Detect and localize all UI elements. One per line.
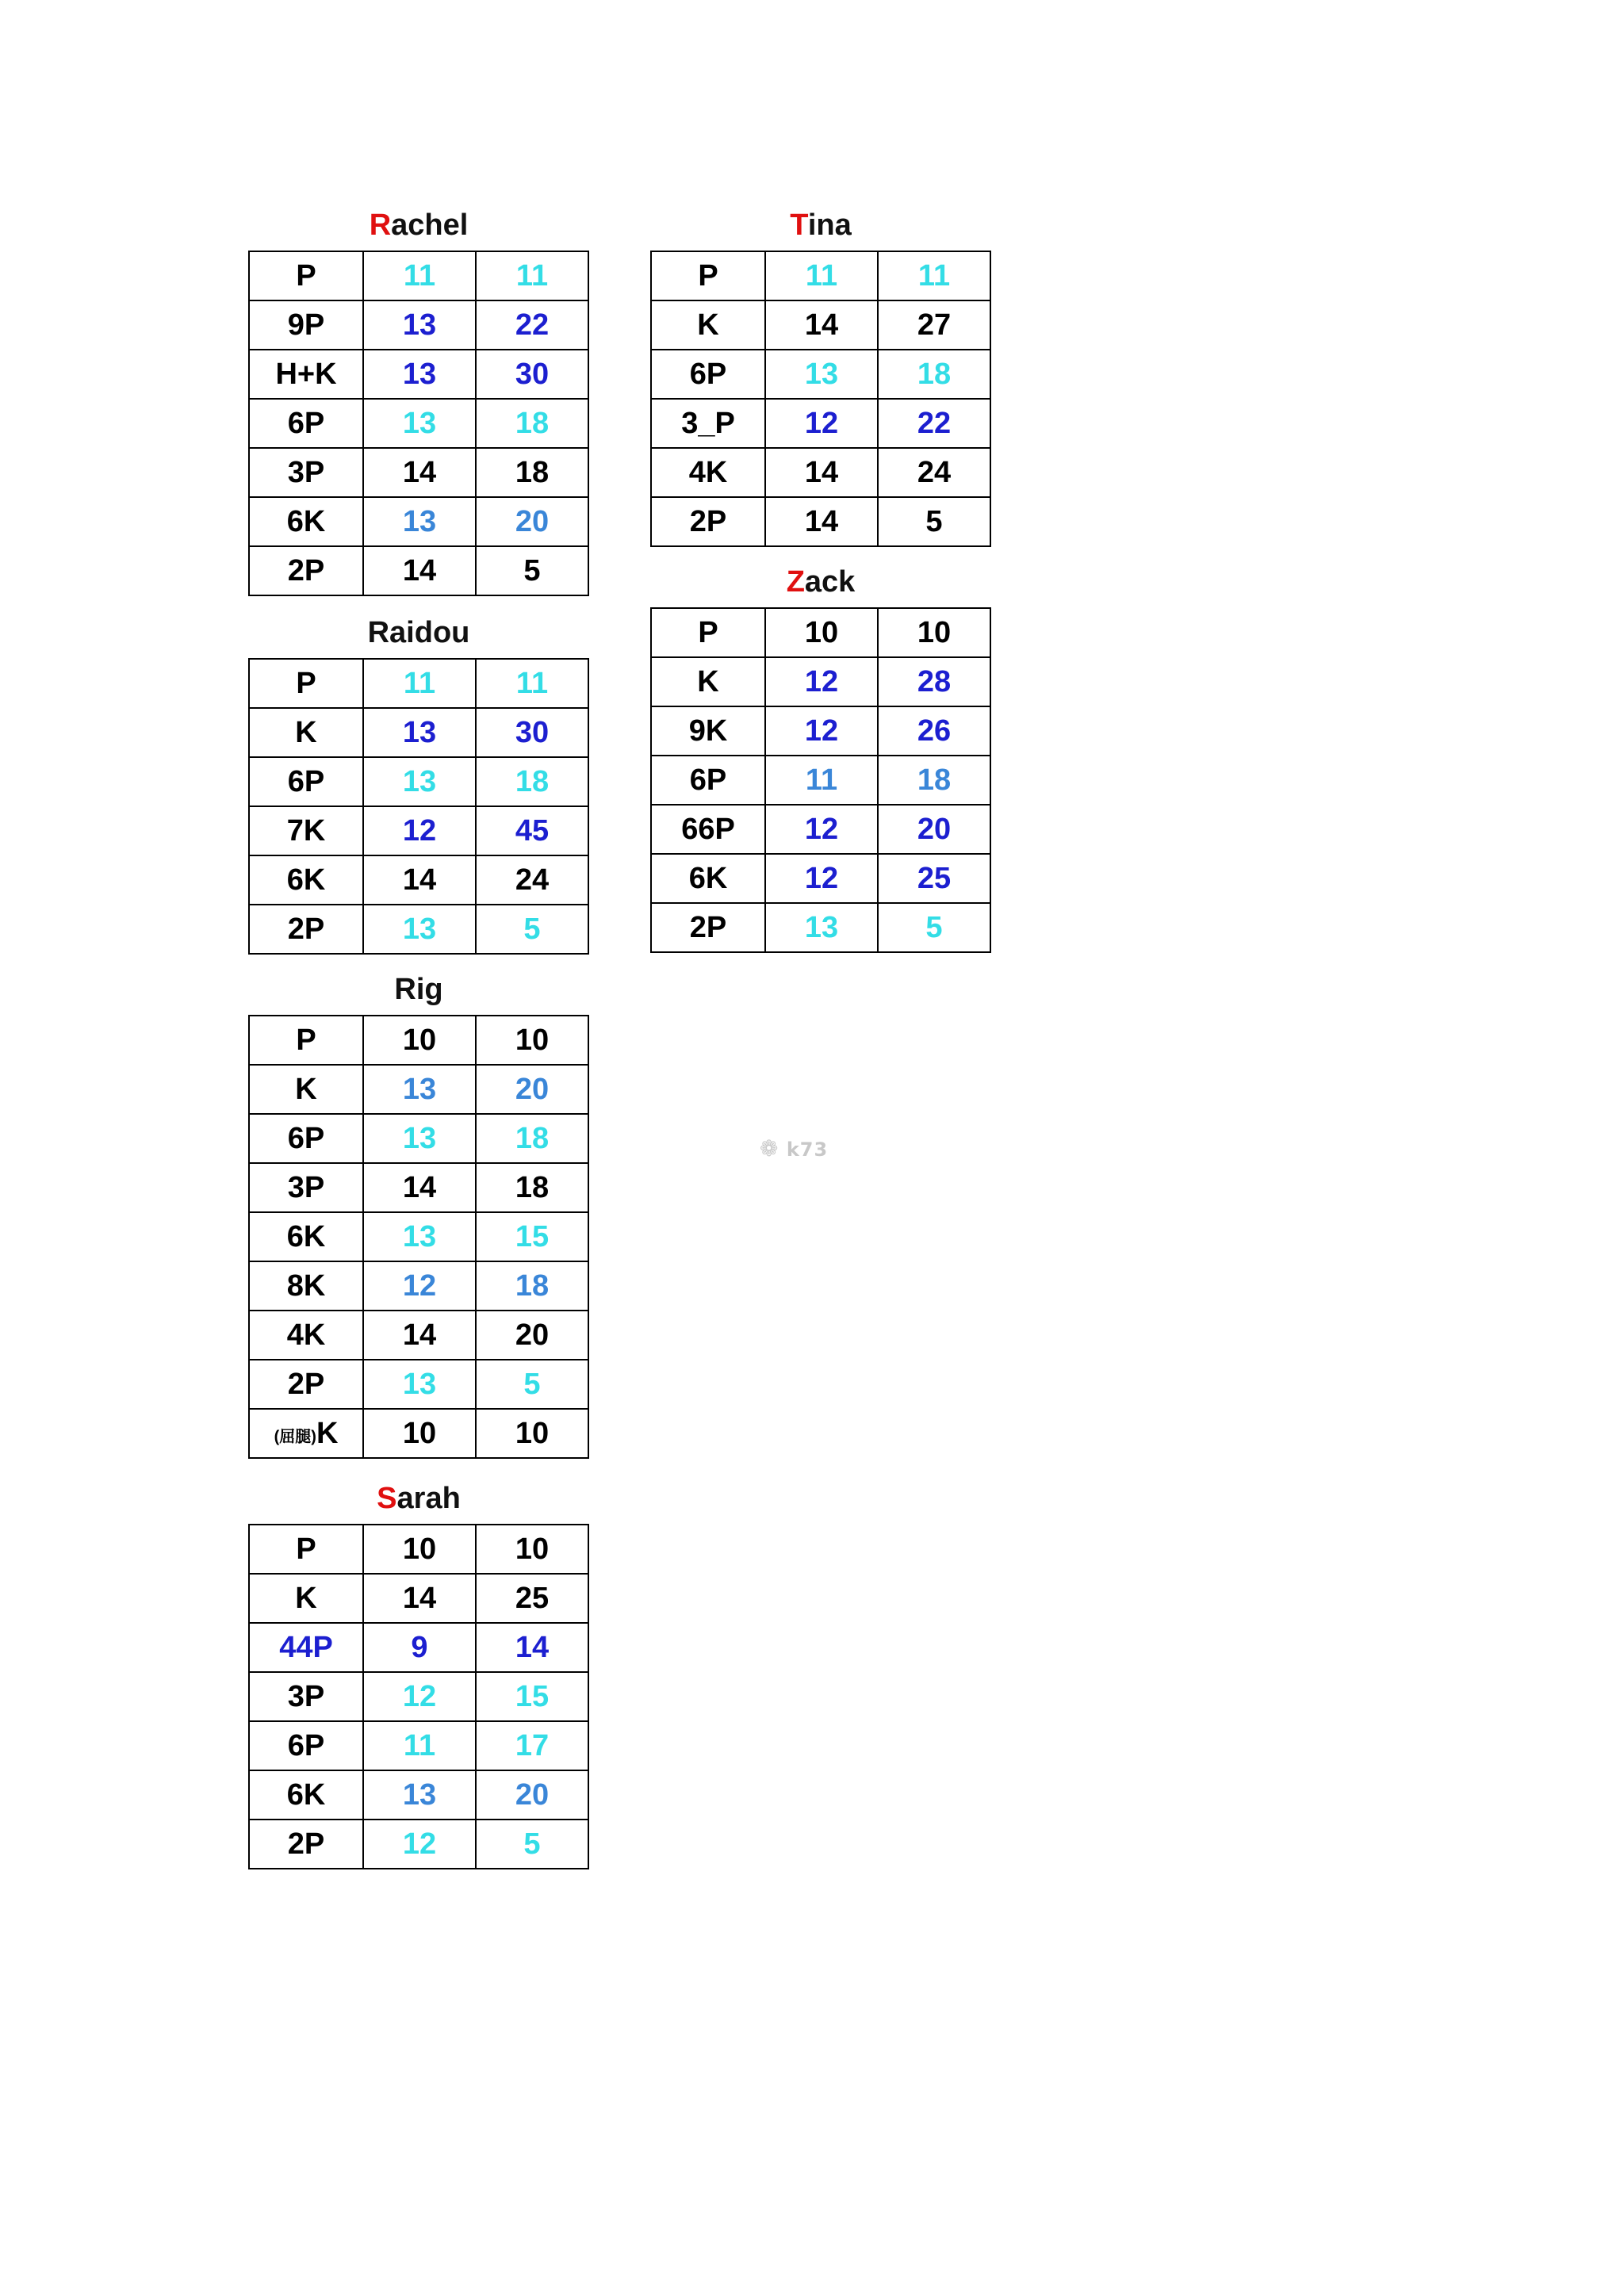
frame-table-raidou xyxy=(248,658,589,955)
move-cell xyxy=(249,1525,363,1574)
table-row xyxy=(249,1163,588,1212)
move-cell xyxy=(249,497,363,546)
table-block-zack xyxy=(650,557,991,953)
move-note: (屈腿) xyxy=(274,1427,316,1445)
value-cell-1: 11 xyxy=(765,756,878,805)
move-label: 4K xyxy=(286,1318,326,1352)
table-row xyxy=(651,657,990,706)
value-cell-1: 14 xyxy=(363,1574,476,1623)
move-label: 2P xyxy=(689,504,727,538)
move-label: 4K xyxy=(688,455,728,489)
value-cell-2: 45 xyxy=(476,806,588,855)
table-row xyxy=(651,706,990,756)
title-initial: T xyxy=(790,209,808,242)
table-row xyxy=(249,855,588,905)
move-cell xyxy=(249,1360,363,1409)
frame-table-zack xyxy=(650,607,991,953)
table-row xyxy=(651,350,990,399)
move-cell xyxy=(249,1212,363,1261)
value-cell-1: 12 xyxy=(765,399,878,448)
value-cell-2: 10 xyxy=(476,1525,588,1574)
value-cell-1: 10 xyxy=(363,1525,476,1574)
move-label: 44P xyxy=(279,1630,333,1664)
value-cell-2: 18 xyxy=(476,1261,588,1311)
value-cell-1: 12 xyxy=(765,657,878,706)
value-cell-1: 12 xyxy=(765,805,878,854)
value-cell-2: 10 xyxy=(476,1409,588,1458)
value-cell-2: 11 xyxy=(476,659,588,708)
table-block-rig xyxy=(248,964,589,1459)
value-cell-2: 20 xyxy=(878,805,990,854)
value-cell-2: 24 xyxy=(878,448,990,497)
move-label: K xyxy=(295,1581,317,1615)
character-title-rig xyxy=(248,964,589,1015)
value-cell-2: 18 xyxy=(476,448,588,497)
value-cell-2: 15 xyxy=(476,1672,588,1721)
title-rest: Rig xyxy=(394,973,443,1006)
move-cell xyxy=(651,657,765,706)
table-row xyxy=(651,903,990,952)
move-cell xyxy=(249,1721,363,1770)
table-row xyxy=(651,399,990,448)
value-cell-2: 30 xyxy=(476,350,588,399)
table-row xyxy=(249,1065,588,1114)
move-cell xyxy=(249,1770,363,1820)
value-cell-2: 20 xyxy=(476,1065,588,1114)
move-cell xyxy=(249,757,363,806)
value-cell-1: 12 xyxy=(765,854,878,903)
move-cell xyxy=(249,1409,363,1458)
value-cell-1: 14 xyxy=(363,1163,476,1212)
title-rest: achel xyxy=(391,209,469,242)
move-label: 2P xyxy=(287,553,325,587)
title-initial: Z xyxy=(786,565,805,599)
move-label: 2P xyxy=(287,1827,325,1861)
table-row xyxy=(249,708,588,757)
value-cell-2: 11 xyxy=(476,251,588,300)
value-cell-1: 13 xyxy=(363,350,476,399)
table-row xyxy=(249,1261,588,1311)
table-row xyxy=(249,497,588,546)
table-row xyxy=(651,448,990,497)
table-row xyxy=(249,1623,588,1672)
move-label: H+K xyxy=(275,357,337,391)
value-cell-1: 13 xyxy=(363,1360,476,1409)
move-cell xyxy=(249,905,363,954)
table-row xyxy=(651,251,990,300)
frame-table-rig xyxy=(248,1015,589,1459)
value-cell-2: 5 xyxy=(878,497,990,546)
value-cell-1: 14 xyxy=(765,448,878,497)
table-row xyxy=(249,905,588,954)
move-label: 6P xyxy=(287,764,325,798)
table-block-rachel xyxy=(248,200,589,596)
table-row xyxy=(249,448,588,497)
title-rest: arah xyxy=(396,1482,461,1515)
table-row xyxy=(651,300,990,350)
table-row xyxy=(249,1409,588,1458)
value-cell-2: 5 xyxy=(476,546,588,595)
move-cell xyxy=(249,659,363,708)
move-cell xyxy=(249,1574,363,1623)
table-row xyxy=(249,757,588,806)
move-cell xyxy=(249,350,363,399)
value-cell-1: 10 xyxy=(765,608,878,657)
value-cell-1: 13 xyxy=(363,1770,476,1820)
watermark-text: k73 xyxy=(786,1138,829,1161)
table-row xyxy=(249,1360,588,1409)
table-row xyxy=(249,1016,588,1065)
move-label: 6K xyxy=(286,1219,326,1253)
move-cell xyxy=(651,300,765,350)
table-row xyxy=(249,546,588,595)
value-cell-1: 14 xyxy=(363,1311,476,1360)
move-label: P xyxy=(698,258,718,293)
character-title-zack xyxy=(650,557,991,607)
swirl-logo-icon: ❁ xyxy=(760,1135,779,1161)
move-label: 2P xyxy=(689,910,727,944)
value-cell-2: 24 xyxy=(476,855,588,905)
table-row xyxy=(651,608,990,657)
table-block-sarah xyxy=(248,1473,589,1869)
frame-table-rachel xyxy=(248,251,589,596)
value-cell-1: 14 xyxy=(765,300,878,350)
value-cell-1: 13 xyxy=(363,1212,476,1261)
move-cell xyxy=(249,1820,363,1869)
value-cell-2: 26 xyxy=(878,706,990,756)
table-row xyxy=(249,806,588,855)
table-row xyxy=(651,756,990,805)
value-cell-1: 14 xyxy=(363,546,476,595)
move-label: 6K xyxy=(286,504,326,538)
move-cell xyxy=(249,448,363,497)
table-row xyxy=(249,1820,588,1869)
move-label: 7K xyxy=(286,813,326,848)
value-cell-2: 10 xyxy=(476,1016,588,1065)
move-label: 6P xyxy=(689,357,727,391)
move-cell xyxy=(651,706,765,756)
title-initial: R xyxy=(369,209,392,242)
value-cell-2: 18 xyxy=(878,350,990,399)
table-block-raidou xyxy=(248,607,589,955)
move-label: 3P xyxy=(287,455,325,489)
value-cell-1: 13 xyxy=(363,905,476,954)
move-label: 66P xyxy=(681,812,735,846)
value-cell-2: 22 xyxy=(476,300,588,350)
table-row xyxy=(249,300,588,350)
value-cell-2: 5 xyxy=(476,1360,588,1409)
table-row xyxy=(249,1114,588,1163)
value-cell-1: 9 xyxy=(363,1623,476,1672)
move-cell xyxy=(651,756,765,805)
value-cell-1: 13 xyxy=(765,903,878,952)
move-label: 8K xyxy=(286,1269,326,1303)
move-label: P xyxy=(698,615,718,649)
move-cell xyxy=(651,399,765,448)
move-label: 2P xyxy=(287,912,325,946)
table-row xyxy=(249,350,588,399)
move-label: 9P xyxy=(287,308,325,342)
value-cell-2: 15 xyxy=(476,1212,588,1261)
value-cell-1: 13 xyxy=(363,399,476,448)
value-cell-1: 13 xyxy=(363,497,476,546)
move-label: K xyxy=(295,715,317,749)
table-block-tina xyxy=(650,200,991,547)
move-cell xyxy=(651,903,765,952)
value-cell-2: 18 xyxy=(476,757,588,806)
value-cell-2: 5 xyxy=(476,1820,588,1869)
value-cell-2: 25 xyxy=(476,1574,588,1623)
value-cell-1: 13 xyxy=(363,1114,476,1163)
value-cell-1: 14 xyxy=(363,448,476,497)
title-rest: ina xyxy=(807,209,852,242)
value-cell-1: 13 xyxy=(765,350,878,399)
watermark-logo xyxy=(760,1135,887,1167)
move-label: 6K xyxy=(688,861,728,895)
move-cell xyxy=(249,1163,363,1212)
move-cell xyxy=(249,1672,363,1721)
value-cell-2: 20 xyxy=(476,1770,588,1820)
value-cell-2: 5 xyxy=(476,905,588,954)
frame-table-tina xyxy=(650,251,991,547)
move-label: 6P xyxy=(689,763,727,797)
value-cell-2: 20 xyxy=(476,497,588,546)
move-cell xyxy=(249,1114,363,1163)
move-cell xyxy=(249,1065,363,1114)
move-cell xyxy=(249,855,363,905)
table-row xyxy=(249,251,588,300)
move-cell xyxy=(249,399,363,448)
value-cell-1: 10 xyxy=(363,1016,476,1065)
table-row xyxy=(249,659,588,708)
move-label: 3P xyxy=(287,1170,325,1204)
value-cell-1: 13 xyxy=(363,757,476,806)
table-row xyxy=(651,497,990,546)
move-cell xyxy=(651,251,765,300)
character-title-raidou xyxy=(248,607,589,658)
value-cell-1: 11 xyxy=(765,251,878,300)
move-cell xyxy=(249,1261,363,1311)
move-label: K xyxy=(697,664,719,698)
value-cell-1: 11 xyxy=(363,659,476,708)
move-label: 6P xyxy=(287,1728,325,1762)
value-cell-1: 13 xyxy=(363,300,476,350)
move-label: K xyxy=(295,1072,317,1106)
value-cell-2: 28 xyxy=(878,657,990,706)
move-label: 2P xyxy=(287,1367,325,1401)
table-row xyxy=(249,1770,588,1820)
character-title-tina xyxy=(650,200,991,251)
value-cell-1: 13 xyxy=(363,1065,476,1114)
value-cell-2: 18 xyxy=(476,1114,588,1163)
value-cell-2: 22 xyxy=(878,399,990,448)
move-cell xyxy=(249,251,363,300)
value-cell-2: 30 xyxy=(476,708,588,757)
frame-table-sarah xyxy=(248,1524,589,1869)
move-label: 6K xyxy=(286,863,326,897)
title-rest: Raidou xyxy=(367,616,470,649)
value-cell-1: 12 xyxy=(363,1820,476,1869)
move-label: 6P xyxy=(287,406,325,440)
move-cell xyxy=(249,1623,363,1672)
value-cell-1: 10 xyxy=(363,1409,476,1458)
move-label: K xyxy=(316,1416,339,1450)
value-cell-2: 10 xyxy=(878,608,990,657)
move-label: 3P xyxy=(287,1679,325,1713)
move-label: 3_P xyxy=(681,406,735,440)
table-row xyxy=(249,1721,588,1770)
move-label: 9K xyxy=(688,714,728,748)
move-cell xyxy=(249,708,363,757)
move-cell xyxy=(249,1016,363,1065)
value-cell-1: 14 xyxy=(363,855,476,905)
move-cell xyxy=(651,608,765,657)
move-cell xyxy=(651,350,765,399)
table-row xyxy=(651,805,990,854)
value-cell-1: 14 xyxy=(765,497,878,546)
table-row xyxy=(249,1574,588,1623)
value-cell-2: 11 xyxy=(878,251,990,300)
table-row xyxy=(249,1311,588,1360)
value-cell-2: 18 xyxy=(476,1163,588,1212)
character-title-rachel xyxy=(248,200,589,251)
table-row xyxy=(249,1212,588,1261)
table-row xyxy=(249,1525,588,1574)
character-title-sarah xyxy=(248,1473,589,1524)
move-cell xyxy=(249,1311,363,1360)
value-cell-2: 25 xyxy=(878,854,990,903)
move-label: 6K xyxy=(286,1777,326,1812)
move-cell xyxy=(651,497,765,546)
value-cell-2: 18 xyxy=(476,399,588,448)
value-cell-1: 11 xyxy=(363,251,476,300)
value-cell-2: 18 xyxy=(878,756,990,805)
move-cell xyxy=(249,300,363,350)
move-label: P xyxy=(296,666,316,700)
value-cell-1: 12 xyxy=(363,806,476,855)
move-label: P xyxy=(296,1532,316,1566)
move-label: 6P xyxy=(287,1121,325,1155)
move-cell xyxy=(651,854,765,903)
title-initial: S xyxy=(377,1482,397,1515)
value-cell-1: 11 xyxy=(363,1721,476,1770)
move-cell xyxy=(249,546,363,595)
value-cell-2: 17 xyxy=(476,1721,588,1770)
value-cell-1: 13 xyxy=(363,708,476,757)
title-rest: ack xyxy=(804,565,856,599)
move-label: P xyxy=(296,1023,316,1057)
move-cell xyxy=(249,806,363,855)
value-cell-2: 20 xyxy=(476,1311,588,1360)
move-cell xyxy=(651,448,765,497)
value-cell-2: 5 xyxy=(878,903,990,952)
value-cell-1: 12 xyxy=(363,1672,476,1721)
table-row xyxy=(651,854,990,903)
value-cell-1: 12 xyxy=(363,1261,476,1311)
value-cell-2: 14 xyxy=(476,1623,588,1672)
table-row xyxy=(249,1672,588,1721)
move-label: P xyxy=(296,258,316,293)
move-cell xyxy=(651,805,765,854)
table-row xyxy=(249,399,588,448)
value-cell-1: 12 xyxy=(765,706,878,756)
move-label: K xyxy=(697,308,719,342)
value-cell-2: 27 xyxy=(878,300,990,350)
